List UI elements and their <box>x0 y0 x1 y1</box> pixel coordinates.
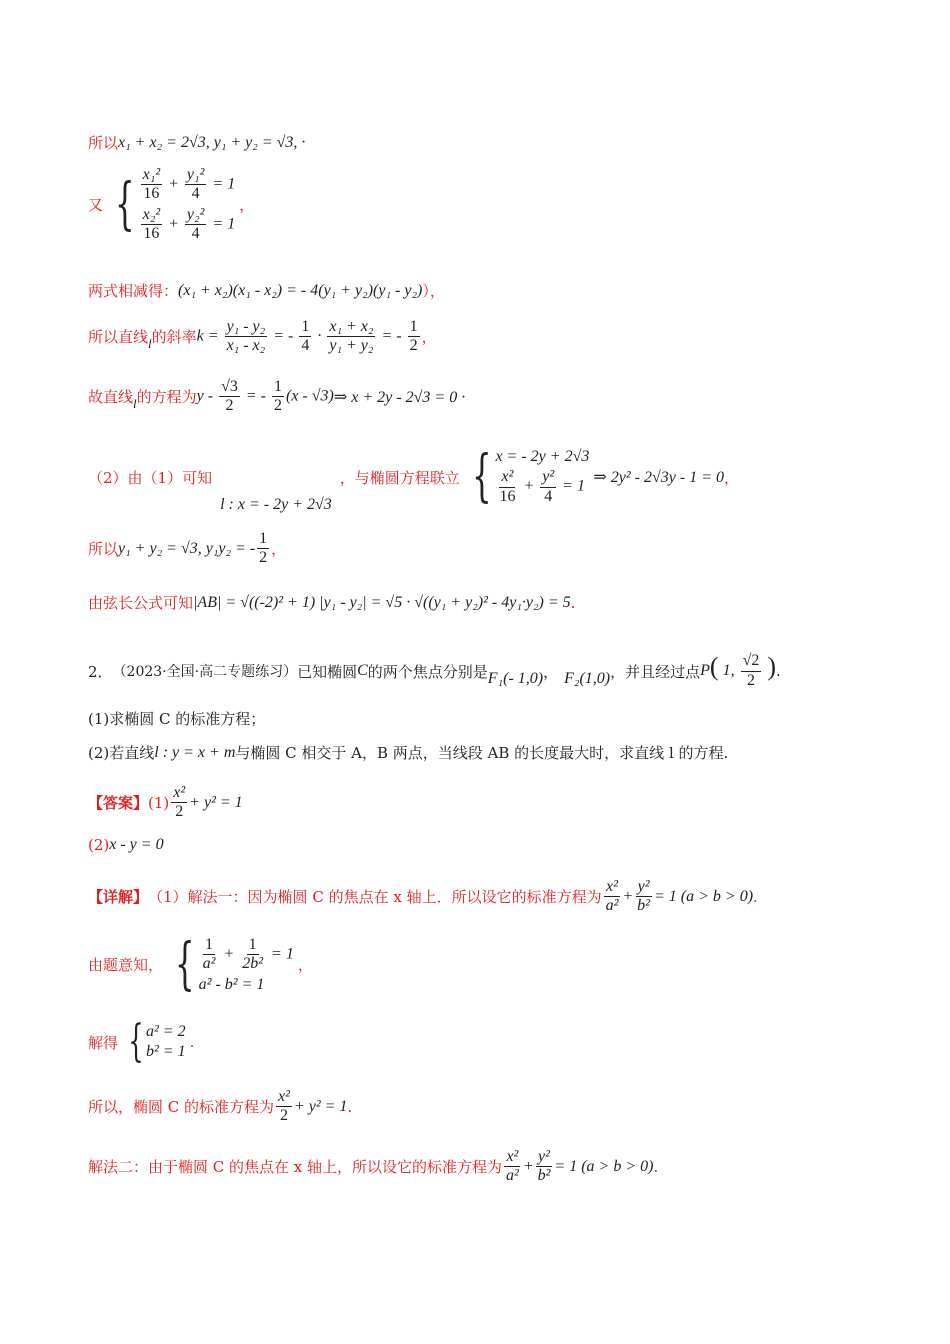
text: ， <box>421 328 437 347</box>
detail-line-4 <box>88 1088 352 1126</box>
answer-label: (1) <box>148 793 170 812</box>
text: 已知椭圆 <box>297 662 358 681</box>
math-expr: b² = 1 <box>146 1043 186 1060</box>
math-expr: y₁ + y₂ = √3, y₁y₂ = - <box>118 539 256 557</box>
text: 的斜率 <box>151 328 197 347</box>
math-expr: + y² = 1 <box>189 793 243 811</box>
problem-source: （2023·全国·高二专题练习） <box>112 664 298 681</box>
detail-line-2 <box>88 931 313 997</box>
fraction: $\frac{\text{x²}}{2}$ <box>278 1088 290 1125</box>
text: （1）解法一：因为椭圆 C 的焦点在 x 轴上．所以设它的标准方程为 <box>148 888 602 907</box>
text: . <box>653 1157 659 1176</box>
math-expr: x - y = 0 <box>109 836 164 853</box>
problem-2-stem <box>88 652 781 690</box>
problem-number: 2． <box>88 662 113 681</box>
math-expr: x₁ + x₂ = 2√3, y₁ + y₂ = √3, · <box>118 133 306 151</box>
answer-1 <box>88 784 243 822</box>
sol-part2-line <box>88 440 739 514</box>
focus-f1: F₁(- 1,0) <box>487 670 544 688</box>
point-p-coords: ( 1, $\frac{√2}{2}$ ) <box>709 652 777 689</box>
sol-line-subtract <box>88 280 445 301</box>
math-expr: ⇒ x + 2y - 2√3 = 0 · <box>333 388 466 406</box>
fraction: $\frac{\text{y²}}{\text{b²}}$ <box>537 1148 551 1185</box>
ellipse-symbol: C <box>357 662 368 680</box>
text: ， <box>271 540 287 559</box>
text: . <box>347 1097 353 1116</box>
problem-2-q2 <box>88 742 728 763</box>
sol-line-slope <box>88 318 437 356</box>
text: ， <box>239 196 255 215</box>
text: . <box>753 887 758 906</box>
sol-line-chord <box>88 592 575 613</box>
text: 解得 <box>88 1033 119 1052</box>
math-expr: ⇒ 2y² - 2√3y - 1 = 0 <box>593 469 724 486</box>
fraction: $\frac{\text{x²}}{\text{a²}}$ <box>506 1148 519 1185</box>
text: 所以 <box>88 540 119 559</box>
line-eq-expr: y - $\frac{√3}{2}$ = - $\frac{1}{2}$ (x - √3) <box>196 378 334 415</box>
math-expr: a² - b² = 1 <box>198 975 265 993</box>
text: 与椭圆 C 相交于 A，B 两点，当线段 AB 的长度最大时，求直线 l 的方程. <box>235 744 729 762</box>
text: 所以直线 <box>88 328 149 347</box>
equation-system: { x = - 2y + 2√3 $\frac{\text{x²}}{16}$ + $\frac{\text{y²}}{4}$ = 1 <box>471 444 590 509</box>
text: . <box>570 593 576 612</box>
detail-tag: 【详解】 <box>88 888 149 907</box>
text: 所以，椭圆 C 的标准方程为 <box>88 1098 275 1117</box>
text: ）， <box>422 282 445 300</box>
equation-system: { a² = 2 b² = 1 <box>128 1016 186 1067</box>
text: 解法二：由于椭圆 C 的焦点在 x 轴上，所以设它的标准方程为 <box>88 1158 503 1177</box>
answer-2 <box>88 836 164 854</box>
math-expr: l : y = x + m <box>154 743 236 761</box>
detail-line-1: 【详解】 （1）解法一：因为椭圆 C 的焦点在 x 轴上．所以设它的标准方程为 $\frac{\text{x²}}{\text{a²}}$ + $\frac{\text{y²}}{\text{b²}}$ = 1 (a > b > 0) . <box>88 878 758 915</box>
equation-system: { $\frac{1}{\text{a²}}$ + $\frac{1}{\text{2b²}}$ = 1 a² - b² = 1 <box>175 931 294 997</box>
math-expr: |AB| = √((-2)² + 1) |y₁ - y₂| = √5 · √((y₁ + y₂)² - 4y₁·y₂) = 5 <box>193 593 571 611</box>
text: . <box>776 662 781 681</box>
fraction: $\frac{1}{2}$ <box>259 530 268 567</box>
equation-system: { $\frac{\text{x₁²}}{16}$ + $\frac{\text{y₁²}}{4}$ = 1 $\frac{\text{x₂²}}{16}$ + $\frac{\text{y₂²}}{4}$ = 1 <box>115 166 236 243</box>
point-p: P <box>700 662 710 680</box>
sol-line-system <box>88 166 254 244</box>
fraction: $\frac{\text{x²}}{2}$ <box>173 784 186 821</box>
text: 两式相减得： <box>88 282 179 300</box>
math-expr: (x₁ + x₂)(x₁ - x₂) = - 4(y₁ + y₂)(y₁ - y₂) <box>178 281 423 299</box>
math-expr: + y² = 1 <box>293 1097 348 1115</box>
math-expr: = 1 (a > b > 0) <box>554 1157 654 1175</box>
line-symbol: l <box>133 395 137 411</box>
question-1: (1)求椭圆 C 的标准方程； <box>88 710 266 728</box>
text: ，并且经过点 <box>610 662 701 681</box>
problem-2-q1 <box>88 708 265 729</box>
sol-line-sum <box>88 132 305 153</box>
text: （2）由（1）可知 <box>88 468 213 487</box>
text: ，与椭圆方程联立 <box>339 468 460 487</box>
text: 的方程为 <box>136 388 197 407</box>
text: ， <box>543 662 559 681</box>
math-expr: a² = 2 <box>146 1023 186 1040</box>
sol-line-equation <box>88 378 465 416</box>
text: ， <box>723 468 739 487</box>
detail-line-5: 解法二：由于椭圆 C 的焦点在 x 轴上，所以设它的标准方程为 $\frac{\text{x²}}{\text{a²}}$ + $\frac{\text{y²}}{\text{b²}}$ = 1 (a > b > 0) . <box>88 1148 659 1185</box>
text: 的两个焦点分别是 <box>367 662 488 681</box>
text: 所以 <box>88 134 119 152</box>
text: ， <box>297 956 313 975</box>
math-expr: l : x = - 2y + 2√3 <box>220 496 332 513</box>
detail-line-3 <box>88 1016 195 1067</box>
text: 故直线 <box>88 388 134 407</box>
text: . <box>189 1033 195 1051</box>
fraction: $\frac{\text{x²}}{\text{a²}}$ <box>605 878 619 915</box>
text: 又 <box>88 196 104 215</box>
answer-tag: 【答案】 <box>88 794 149 813</box>
text: 由题意知， <box>88 956 164 975</box>
answer-label: (2) <box>88 836 110 854</box>
text: 由弦长公式可知 <box>88 594 194 612</box>
line-symbol: l <box>148 335 152 351</box>
focus-f2: F₂(1,0) <box>564 670 611 688</box>
math-expr: = 1 (a > b > 0) <box>653 887 754 905</box>
fraction: $\frac{\text{y²}}{\text{b²}}$ <box>637 878 650 915</box>
text: (2)若直线 <box>88 744 155 762</box>
sol-line-vieta <box>88 530 286 568</box>
slope-expr: k = $\frac{\text{y₁ - y₂}}{\text{x₁ - x₂}}$ = - $\frac{1}{4}$ · $\frac{\text{x₁ + x₂}}{\text{y₁ + y₂}}$ = - $\frac{1}{2}$ <box>196 318 418 355</box>
